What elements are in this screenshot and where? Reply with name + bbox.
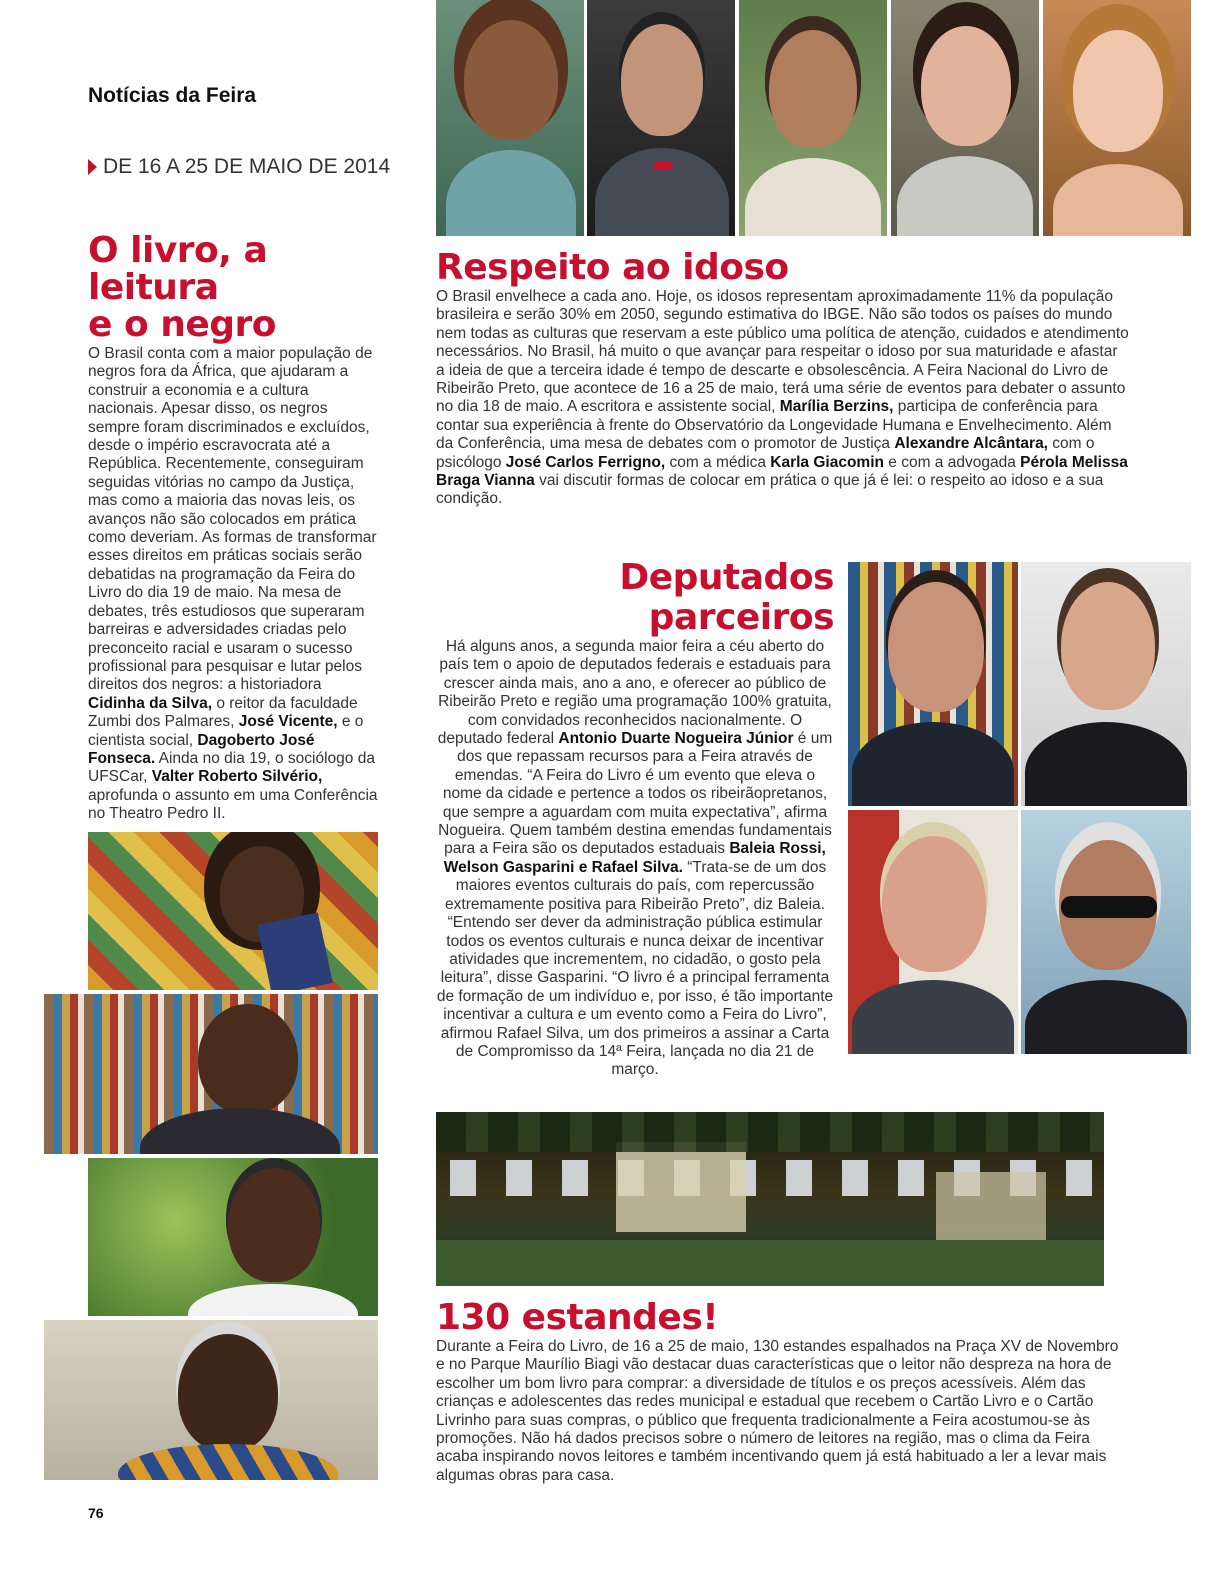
article-negro-text-5: aprofunda o assunto em uma Conferência no Theatro Pedro II. — [88, 786, 378, 823]
article-deputados-title: Deputados parceiros — [619, 557, 834, 638]
portrait-photo-4 — [891, 0, 1039, 236]
article-negro-text-1: O Brasil conta com a maior população de negros fora da África, que ajudaram a construir a economia e a cultura nacionais. Apesar disso, os negros sempre foram discriminados e excluídos, desde o império escravocrata até a República. Recentemente, conseguiram seguidas vitórias no campo da Justiça, mas como a maioria das novas leis, os avanços não são colocados em prática como deveriam. As formas de transformar esses direitos em práticas sociais serão debatidas na programação da Feira do Livro do dia 19 de maio. Na mesa de debates, três estudiosos que superaram barreiras e adversidades criadas pelo preconceito racial e usaram o sucesso profissional para pesquisar e lutar pelos direitos dos negros: a historiadora — [88, 345, 377, 694]
portrait-photo-1 — [436, 0, 584, 236]
article-estandes — [436, 1298, 1136, 1485]
article-deputados-text-3: “Trata-se de um dos maiores eventos culturais do país, com repercussão extremamente positiva para Ribeirão Preto”, diz Baleia. “Entendo ser dever da administração pública estimular todos os eventos culturais e nunca deixar de incentivar atividades que incrementem, no cidadão, o gosto pela leitura”, disse Gasparini. “O livro é a principal ferramenta de formação de um indivíduo e, por isso, é tão importante incentivar a cultura e um evento como a Feira do Livro”, afirmou Rafael Silva, um dos primeiros a assinar a Carta de Compromisso da 14ª Feira, lançada no dia 21 de março. — [436, 858, 834, 1079]
article-deputados-body — [436, 638, 834, 1080]
date-line — [88, 155, 390, 179]
person-name: José Vicente, — [238, 713, 338, 731]
article-estandes-title: 130 estandes! — [436, 1297, 719, 1338]
page-number: 76 — [88, 1505, 104, 1521]
person-name: Pérola Melissa Braga Vianna — [436, 453, 1128, 490]
article-deputados-text-2: é um dos que repassam recursos para a Feira através de emendas. “A Feira do Livro é um evento que eleva o nome da cidade e pertence a todos os ribeirãopretanos, que sempre a aguardam com muita expectativa”, afirma Nogueira. Quem também destina emendas fundamentais para a Feira são os deputados estaduais — [438, 730, 833, 858]
person-name: Marília Berzins, — [779, 398, 894, 416]
person-name: José Carlos Ferrigno, — [505, 453, 666, 471]
article-idoso — [436, 248, 1136, 509]
article-negro-title-line1: O livro, a leitura — [88, 230, 268, 308]
article-deputados-text-1: Há alguns anos, a segunda maior feira a céu aberto do país tem o apoio de deputados federais e estaduais para crescer ainda mais, ano a ano, e oferecer ao público de Ribeirão Preto e região uma programação 100% gratuita, com convidados reconhecidos nacionalmente. O deputado federal — [437, 638, 832, 748]
photo-cidinha-da-silva — [88, 832, 378, 990]
person-name: Alexandre Alcântara, — [894, 435, 1048, 453]
article-idoso-text-3: com o psicólogo — [436, 435, 1095, 471]
photo-valter-roberto-silverio — [44, 1320, 378, 1480]
photo-deputado-3 — [848, 810, 1018, 1054]
article-negro-text-2: o reitor da faculdade Zumbi dos Palmares, — [88, 694, 358, 731]
photo-deputado-1 — [848, 562, 1018, 806]
article-idoso-title: Respeito ao idoso — [436, 247, 789, 288]
article-idoso-text-1: O Brasil envelhece a cada ano. Hoje, os idosos representam aproximadamente 11% da população brasileira e serão 30% em 2050, segundo estimativa do IBGE. Não são todos os países do mundo nem todas as culturas que reservam a este público uma política de atenção, cuidados e atendimento necessários. No Brasil, há muito o que avançar para respeitar o idoso por sua maturidade e afastar a ideia de que a terceira idade é tempo de descarte e obsolescência. A Feira Nacional do Livro de Ribeirão Preto, que acontece de 16 a 25 de maio, terá uma série de eventos para debater o assunto no dia 18 de maio. A escritora e assistente social, — [436, 288, 1129, 416]
portrait-photo-2 — [587, 0, 735, 236]
person-name: Antonio Duarte Nogueira Júnior — [558, 730, 794, 748]
portrait-photo-3 — [739, 0, 887, 236]
article-negro — [88, 232, 388, 824]
article-negro-text-4: Ainda no dia 19, o sociólogo da UFSCar, — [88, 749, 375, 786]
article-negro-title-line2: e o negro — [88, 304, 277, 345]
date-text: DE 16 A 25 DE MAIO DE 2014 — [103, 155, 391, 178]
article-deputados — [436, 558, 834, 1080]
portrait-photo-5 — [1043, 0, 1191, 236]
photo-dagoberto-jose-fonseca — [88, 1158, 378, 1316]
article-negro-text-3: e o cientista social, — [88, 713, 364, 749]
photo-deputado-4 — [1021, 810, 1191, 1054]
triangle-bullet-icon — [88, 159, 97, 175]
person-name: Karla Giacomin — [770, 453, 884, 471]
photo-jose-vicente — [44, 994, 378, 1154]
section-label: Notícias da Feira — [88, 84, 257, 107]
person-name: Cidinha da Silva, — [88, 694, 213, 712]
article-idoso-text-6: vai discutir formas de colocar em prática o que já é lei: o respeito ao idoso e a sua condição. — [436, 472, 1104, 508]
article-idoso-text-4: com a médica — [665, 453, 771, 471]
photo-feira-estandes — [436, 1112, 1104, 1286]
article-idoso-body — [436, 288, 1130, 509]
article-negro-body — [88, 345, 380, 824]
article-idoso-text-2: participa de conferência para contar sua experiência à frente do Observatório da Longevidade Humana e Envelhecimento. Além da Conferência, uma mesa de debates com o promotor de Justiça — [436, 398, 1112, 453]
article-idoso-text-5: e com a advogada — [883, 453, 1021, 471]
person-name: Baleia Rossi, Welson Gasparini e Rafael Silva. — [443, 840, 826, 876]
article-estandes-body: Durante a Feira do Livro, de 16 a 25 de maio, 130 estandes espalhados na Praça XV de Novembro e no Parque Maurílio Biagi vão destacar duas características que o leitor não despreza na hora de escolher um bom livro para comprar: a diversidade de títulos e os preços acessíveis. Além das crianças e adolescentes das redes municipal e estadual que recebem o Cartão Livro e o Cartão Livrinho para suas compras, o público que frequenta tradicionalmente a Feira acostumou-se às promoções. Não há dados precisos sobre o número de leitores na região, mas o clima da Feira acaba inspirando novos leitores e também incentivando quem já está habituado a ler a levar mais algumas obras para casa. — [436, 1338, 1119, 1484]
article-negro-title — [88, 232, 388, 343]
photo-deputado-2 — [1021, 562, 1191, 806]
person-name: Dagoberto José Fonseca. — [88, 731, 315, 767]
person-name: Valter Roberto Silvério, — [151, 768, 323, 786]
